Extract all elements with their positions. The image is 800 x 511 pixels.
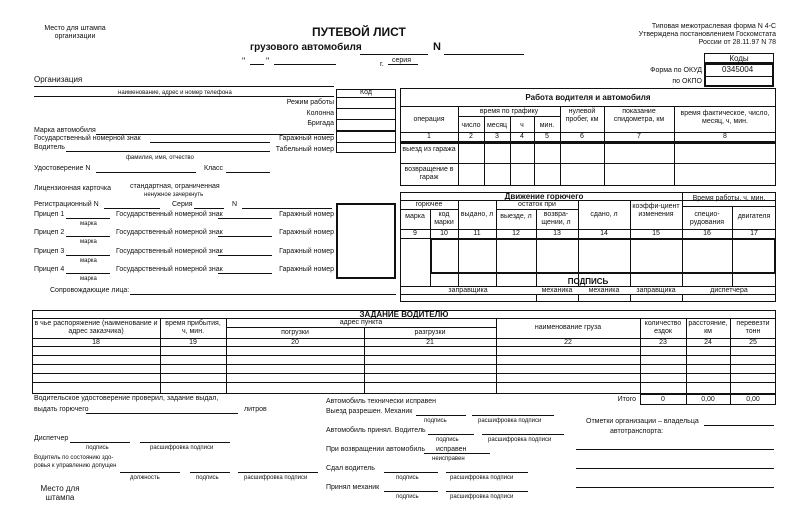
position-hint: должность [130, 475, 160, 481]
trailer-2-garage: Гаражный номер [279, 229, 334, 236]
trailer-1-brand-field[interactable] [66, 218, 110, 219]
trailer-3-marka: марка [80, 258, 97, 264]
handed-driver-field[interactable] [384, 472, 438, 473]
task-col-tons: перевезти тонн [736, 320, 770, 335]
year-suffix: г. [380, 61, 384, 68]
codes-header: Коды [729, 54, 749, 63]
class-label: Класс [204, 165, 224, 172]
sig-mechanic-2: механика [588, 287, 620, 294]
task-num-21: 21 [426, 339, 434, 346]
reg-number-label: Регистрационный N [34, 201, 99, 208]
work-num-7: 7 [637, 133, 641, 140]
driver-hint: фамилия, имя, отчество [126, 155, 194, 161]
work-mode-label: Режим работы [286, 99, 334, 106]
stamp-place-bottom: Место для штампа [40, 484, 80, 502]
series-small-field[interactable] [194, 208, 224, 209]
fuel-num-11: 11 [473, 230, 481, 237]
fuel-num-14: 14 [600, 230, 608, 237]
fuel-col-brand: марка [405, 213, 425, 220]
trailer-2-brand-field[interactable] [66, 236, 110, 237]
fuel-num-12: 12 [512, 230, 520, 237]
escorts-label: Сопровождающие лица: [50, 287, 130, 294]
health-decode-hint: расшифровка подписи [244, 475, 308, 481]
number-label: N [433, 41, 441, 53]
work-col-minute: мин. [539, 122, 555, 129]
n-small-label: N [232, 201, 238, 208]
form-title: ПУТЕВОЙ ЛИСТ [312, 25, 406, 39]
fuel-num-9: 9 [413, 230, 417, 237]
work-num-1: 1 [427, 133, 431, 140]
work-num-5: 5 [545, 133, 549, 140]
fuel-signature-title: ПОДПИСЬ [567, 277, 609, 286]
health-signature-hint: подпись [196, 475, 219, 481]
fuel-num-16: 16 [703, 230, 711, 237]
work-col-month: месяц [486, 122, 507, 129]
tech-ok-label: Автомобиль технически исправен [326, 398, 437, 405]
month-field[interactable] [274, 64, 336, 65]
driver-field[interactable] [66, 151, 270, 152]
fuel-col-return: возвра-щении, л [541, 211, 571, 226]
owner-marks-field[interactable] [704, 425, 774, 426]
form-subtitle: грузового автомобиля [250, 42, 362, 53]
dispatcher-signature-hint: подпись [86, 445, 109, 451]
work-col-operation: операция [413, 116, 445, 123]
car-brand-label: Марка автомобиля [34, 127, 96, 134]
dispatcher-signature-field[interactable] [70, 442, 130, 443]
task-num-24: 24 [704, 339, 712, 346]
tabel-number-label: Табельный номер [275, 146, 334, 153]
handed-signature-hint: подпись [396, 475, 419, 481]
fuel-col-issued: выдано, л [460, 211, 494, 218]
work-num-6: 6 [580, 133, 584, 140]
on-return-label: При возвращении автомобиль [326, 446, 425, 453]
fuel-num-15: 15 [652, 230, 660, 237]
day-field[interactable] [250, 64, 264, 65]
work-num-8: 8 [723, 133, 727, 140]
form-type: Типовая межотраслевая форма N 4-С [651, 23, 776, 30]
work-num-4: 4 [520, 133, 524, 140]
work-col-speedometer: показание спидометра, км [613, 108, 665, 123]
trailer-1-label: Прицеп 1 [34, 211, 65, 218]
broken-option[interactable]: неисправен [432, 456, 465, 462]
task-col-distance: расстояние, км [688, 320, 728, 335]
driver-label: Водитель [34, 144, 65, 151]
card-hint-1: стандартная, ограниченная [130, 183, 220, 190]
number-field[interactable] [444, 54, 524, 55]
accepted-mech-label: Принял механик [326, 484, 380, 491]
accept-signature-hint: подпись [436, 437, 459, 443]
trailer-1-garage: Гаражный номер [279, 211, 334, 218]
fuel-col-code: код марки [434, 211, 454, 226]
handed-driver-label: Сдал водитель [326, 465, 375, 472]
trailer-1-state: Государственный номерной знак [116, 211, 223, 218]
total-distance: 0,00 [701, 396, 715, 403]
fuel-num-17: 17 [750, 230, 758, 237]
trailer-4-state: Государственный номерной знак [116, 266, 223, 273]
total-label: Итого [617, 396, 636, 403]
state-number-label: Государственный номерной знак [34, 135, 141, 142]
task-num-19: 19 [189, 339, 197, 346]
license-field[interactable] [96, 172, 196, 173]
task-num-23: 23 [659, 339, 667, 346]
organization-label: Организация [34, 75, 83, 84]
handed-decode-hint: расшифровка подписи [450, 475, 514, 481]
work-col-day: число [461, 122, 481, 129]
mechanic-decode-hint: расшифровка подписи [478, 418, 542, 424]
fuel-num-13: 13 [553, 230, 561, 237]
working-option[interactable]: исправен [436, 446, 467, 453]
accept-decode-hint: расшифровка подписи [488, 437, 552, 443]
okpo-label: по ОКПО [672, 78, 702, 85]
mech-decode-hint: расшифровка подписи [450, 494, 514, 500]
date-quote-close: " [266, 56, 270, 66]
owner-marks-label-2: автотранспорта: [610, 428, 664, 435]
series-label: серия [392, 57, 411, 64]
code-header: Код [360, 89, 372, 96]
work-col-zero-run: нулевой пробег, км [565, 108, 599, 123]
work-col-schedule: время по графику [479, 108, 539, 115]
work-num-3: 3 [495, 133, 499, 140]
work-row-exit: выезд из гаража [402, 146, 456, 153]
task-num-25: 25 [749, 339, 757, 346]
organization-field[interactable] [34, 86, 334, 87]
series-small-label: Серия [172, 201, 193, 208]
stamp-place-label: Место для штампа организации [44, 25, 106, 40]
org-hint: наименование, адрес и номер телефона [118, 90, 232, 96]
driver-accept-field[interactable] [428, 434, 474, 435]
task-col-loading: погрузки [281, 329, 309, 336]
license-checked-label: Водительское удостоверение проверил, задание выдал, [34, 395, 219, 402]
fuel-entry-area[interactable] [430, 238, 776, 274]
trailer-4-garage: Гаражный номер [279, 266, 334, 273]
okud-label: Форма по ОКУД [650, 67, 702, 74]
escorts-field[interactable] [130, 294, 396, 295]
approved-line-1: Утверждена постановлением Госкомстата [638, 31, 776, 38]
fuel-table-title: Движение горючего [504, 192, 584, 201]
work-row-return: возвращение в гараж [404, 166, 454, 181]
work-col-hour: ч [520, 122, 524, 129]
fuel-col-handed: сдано, л [590, 211, 618, 218]
mechanic-sign-field[interactable] [416, 415, 466, 416]
trailer-3-state: Государственный номерной знак [116, 248, 223, 255]
fuel-col-work-time: Время работы, ч, мин. [692, 195, 766, 202]
total-tons: 0,00 [746, 396, 760, 403]
work-num-2: 2 [469, 133, 473, 140]
trailer-garage-box[interactable] [336, 203, 396, 279]
column-label: Колонна [306, 110, 334, 117]
give-fuel-label: выдать горючего [34, 406, 89, 413]
task-table-title: ЗАДАНИЕ ВОДИТЕЛЮ [359, 310, 449, 319]
reg-number-field[interactable] [104, 208, 160, 209]
dispatcher-label: Диспетчер [34, 435, 69, 442]
owner-marks-label-1: Отметки организации – владельца [586, 418, 699, 425]
exit-allowed-label: Выезд разрешен. Механик [326, 408, 413, 415]
driver-health-line-2: ровья к управлению допущен [34, 463, 117, 469]
driver-health-line-1: Водитель по состоянию здо- [34, 455, 114, 461]
trailer-3-garage: Гаражный номер [279, 248, 334, 255]
mech-signature-hint: подпись [396, 494, 419, 500]
okud-value: 0345004 [722, 65, 754, 74]
liters-label: литров [244, 406, 267, 413]
task-num-18: 18 [92, 339, 100, 346]
accepted-mech-field[interactable] [384, 491, 438, 492]
card-hint-2: ненужное зачеркнуть [144, 192, 204, 198]
license-card-label: Лицензионная карточка [34, 185, 112, 192]
task-col-customer: в чье распоряжение (наименование и адрес заказчика) [34, 320, 158, 335]
trailer-2-state: Государственный номерной знак [116, 229, 223, 236]
task-col-arrival: время прибытия, ч, мин. [165, 320, 221, 335]
trailer-4-marka: марка [80, 276, 97, 282]
task-num-20: 20 [291, 339, 299, 346]
sig-refueler-2: заправщика [636, 287, 676, 294]
accepted-label: Автомобиль принял. Водитель [326, 427, 426, 434]
sig-refueler: заправщика [448, 287, 488, 294]
task-num-22: 22 [564, 339, 572, 346]
trailer-1-marka: марка [80, 221, 97, 227]
fuel-num-10: 10 [440, 230, 448, 237]
trailer-3-label: Прицеп 3 [34, 248, 65, 255]
trailer-2-label: Прицеп 2 [34, 229, 65, 236]
task-col-unloading: разгрузки [414, 329, 446, 336]
fuel-col-fuel: горючее [415, 201, 443, 208]
fuel-col-engine: двигателя [737, 213, 771, 220]
trailer-2-marka: марка [80, 239, 97, 245]
mechanic-signature-hint: подпись [424, 418, 447, 424]
license-label: Удостоверение N [34, 165, 91, 172]
total-trips: 0 [661, 396, 665, 403]
fuel-col-coef: коэффи-циент изменения [632, 203, 680, 218]
sig-dispatcher: диспетчера [710, 287, 748, 294]
series-field[interactable] [388, 64, 418, 65]
date-quote-open: " [242, 56, 246, 66]
trailer-4-label: Прицеп 4 [34, 266, 65, 273]
sig-mechanic: механика [541, 287, 573, 294]
class-field[interactable] [226, 172, 270, 173]
task-col-address: адрес пункта [339, 319, 383, 326]
task-col-trips: количество ездок [644, 320, 682, 335]
trailer-4-brand-field[interactable] [66, 273, 110, 274]
brigade-label: Бригада [307, 120, 334, 127]
fuel-amount-field[interactable] [86, 413, 238, 414]
fuel-col-special: специо-рудования [689, 211, 725, 226]
work-col-actual: время фактическое, число, месяц, ч, мин. [680, 110, 770, 125]
dispatcher-decode-field[interactable] [140, 442, 230, 443]
n-small-field[interactable] [242, 208, 332, 209]
trailer-3-brand-field[interactable] [66, 255, 110, 256]
work-table-title: Работа водителя и автомобиля [525, 93, 651, 102]
task-col-cargo: наименование груза [534, 324, 602, 331]
fuel-col-rest: остаток при [518, 201, 556, 208]
fuel-col-exit: выезде, л [500, 213, 532, 220]
approved-line-2: России от 28.11.97 N 78 [698, 39, 776, 46]
garage-number-label: Гаражный номер [279, 135, 334, 142]
dispatcher-decode-hint: расшифровка подписи [150, 445, 214, 451]
